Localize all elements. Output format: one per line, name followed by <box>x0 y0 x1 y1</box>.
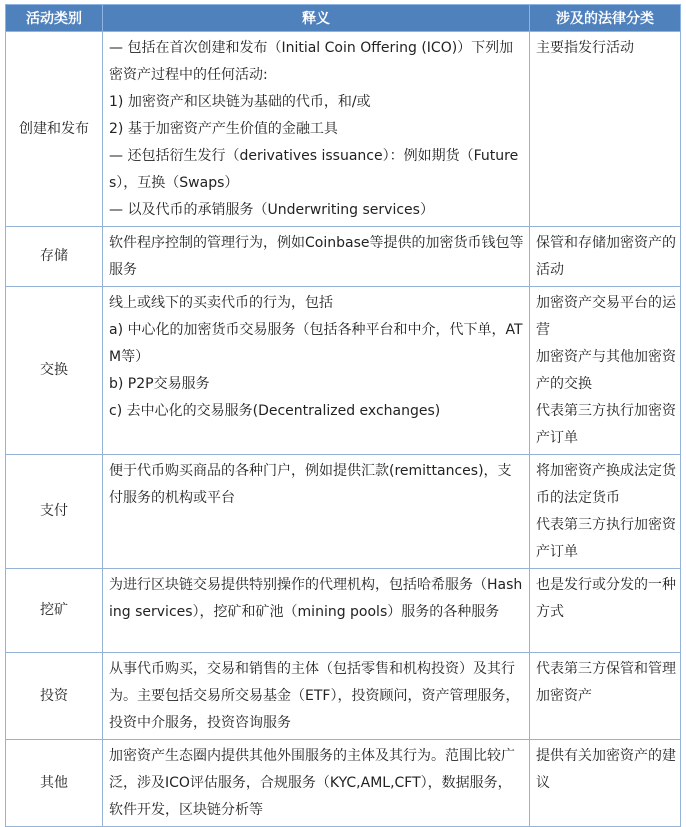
table-row-payment <box>6 455 681 569</box>
legal-line: 代表第三方执行加密资产订单 <box>536 517 676 560</box>
legal-line: 主要指发行活动 <box>536 40 634 56</box>
legal-line: 加密资产交易平台的运营 <box>536 295 676 338</box>
definition-cell <box>103 740 530 827</box>
definition-line: 1) 加密资产和区块链为基础的代币，和/或 <box>109 94 371 110</box>
definition-cell <box>103 569 530 653</box>
definition-line: a) 中心化的加密货币交易服务（包括各种平台和中介，代下单，ATM等） <box>109 322 523 365</box>
legal-cell <box>530 569 681 653</box>
definition-line: 线上或线下的买卖代币的行为，包括 <box>109 295 333 311</box>
definition-cell <box>103 32 530 227</box>
legal-cell <box>530 740 681 827</box>
table-row-creation <box>6 32 681 227</box>
definition-cell <box>103 227 530 287</box>
legal-cell <box>530 32 681 227</box>
category-cell: 支付 <box>6 455 103 569</box>
legal-cell <box>530 455 681 569</box>
definition-line: — 包括在首次创建和发布（Initial Coin Offering (ICO)）下列加密资产过程中的任何活动: <box>109 40 514 83</box>
table-row-storage <box>6 227 681 287</box>
table-row-other <box>6 740 681 827</box>
definition-line: 便于代币购买商品的各种门户，例如提供汇款(remittances)，支付服务的机构或平台 <box>109 463 512 506</box>
legal-line: 也是发行或分发的一种方式 <box>536 577 676 620</box>
definition-line: — 以及代币的承销服务（Underwriting services） <box>109 202 434 218</box>
category-cell: 其他 <box>6 740 103 827</box>
category-cell: 创建和发布 <box>6 32 103 227</box>
header-definition: 释义 <box>103 5 530 32</box>
table-row-exchange <box>6 287 681 455</box>
category-cell: 挖矿 <box>6 569 103 653</box>
definition-cell <box>103 653 530 740</box>
definition-line: 软件程序控制的管理行为，例如Coinbase等提供的加密货币钱包等服务 <box>109 235 524 278</box>
legal-line: 将加密资产换成法定货币的法定货币 <box>536 463 676 506</box>
definition-cell <box>103 455 530 569</box>
definition-line: b) P2P交易服务 <box>109 376 210 392</box>
legal-cell <box>530 227 681 287</box>
table-row-investment <box>6 653 681 740</box>
legal-line: 加密资产与其他加密资产的交换 <box>536 349 676 392</box>
category-cell: 存储 <box>6 227 103 287</box>
definition-line: — 还包括衍生发行（derivatives issuance）：例如期货（Futures），互换（Swaps） <box>109 148 519 191</box>
table-row-mining <box>6 569 681 653</box>
crypto-activity-table <box>5 4 681 827</box>
header-category: 活动类别 <box>6 5 103 32</box>
definition-line: 加密资产生态圈内提供其他外围服务的主体及其行为。范围比较广泛，涉及ICO评估服务，合规服务（KYC,AML,CFT），数据服务，软件开发，区块链分析等 <box>109 748 515 818</box>
category-cell: 交换 <box>6 287 103 455</box>
legal-line: 保管和存储加密资产的活动 <box>536 235 676 278</box>
header-row <box>6 5 681 32</box>
definition-line: c) 去中心化的交易服务(Decentralized exchanges) <box>109 403 441 419</box>
definition-line: 2) 基于加密资产产生价值的金融工具 <box>109 121 338 137</box>
header-legal: 涉及的法律分类 <box>530 5 681 32</box>
legal-cell <box>530 653 681 740</box>
legal-line: 代表第三方保管和管理加密资产 <box>536 661 676 704</box>
definition-cell <box>103 287 530 455</box>
definition-line: 为进行区块链交易提供特别操作的代理机构，包括哈希服务（Hashing services），挖矿和矿池（mining pools）服务的各种服务 <box>109 577 523 620</box>
category-cell: 投资 <box>6 653 103 740</box>
legal-line: 提供有关加密资产的建议 <box>536 748 676 791</box>
legal-line: 代表第三方执行加密资产订单 <box>536 403 676 446</box>
legal-cell <box>530 287 681 455</box>
definition-line: 从事代币购买，交易和销售的主体（包括零售和机构投资）及其行为。主要包括交易所交易基金（ETF），投资顾问，资产管理服务，投资中介服务，投资咨询服务 <box>109 661 520 731</box>
